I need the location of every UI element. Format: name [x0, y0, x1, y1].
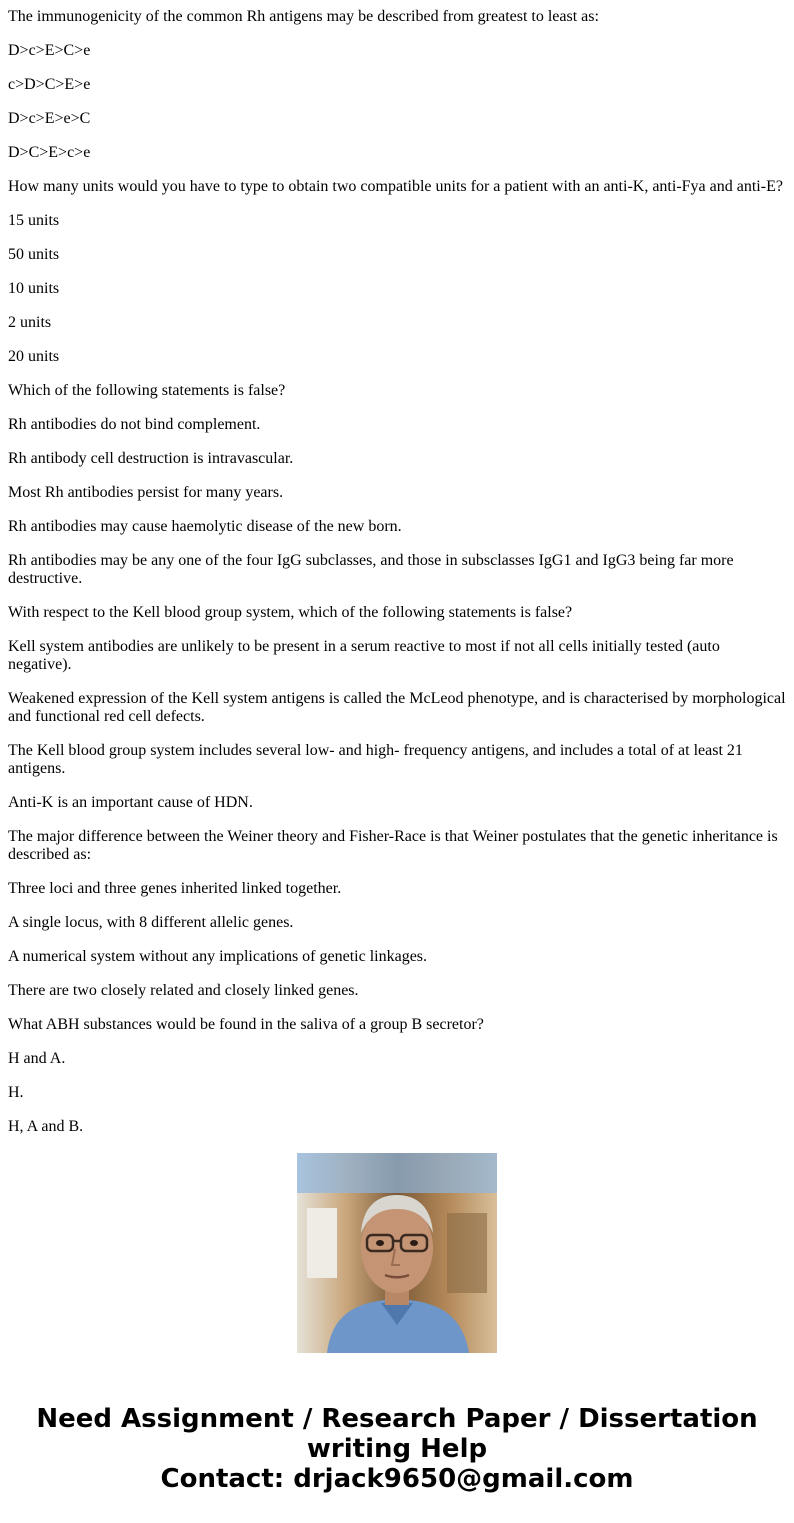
option-text: 10 units — [8, 280, 60, 297]
author-avatar — [297, 1153, 497, 1353]
option-text: Rh antibodies may be any one of the four IgG subclasses, and those in subsclasses IgG1 and IgG3 being far more destructive. — [8, 552, 734, 587]
option-text: Most Rh antibodies persist for many years. — [8, 484, 284, 501]
option-text: H, A and B. — [8, 1118, 84, 1135]
option-text: D>C>E>c>e — [8, 144, 91, 161]
question-3: Which of the following statements is false? — [8, 382, 286, 399]
question-4: With respect to the Kell blood group system, which of the following statements is false? — [8, 604, 573, 621]
option-text: 2 units — [8, 314, 52, 331]
banner-subheadline: writing Help — [306, 1434, 488, 1464]
option-text: D>c>E>e>C — [8, 110, 91, 127]
option-text: Rh antibodies may cause haemolytic disease of the new born. — [8, 518, 402, 535]
option-text: H. — [8, 1084, 24, 1101]
option-text: Kell system antibodies are unlikely to be present in a serum reactive to most if not all cells initially tested (auto negative). — [8, 638, 720, 673]
question-5: The major difference between the Weiner theory and Fisher-Race is that Weiner postulates that the genetic inheritance is described as: — [8, 828, 778, 863]
option-text: c>D>C>E>e — [8, 76, 91, 93]
option-text: 15 units — [8, 212, 60, 229]
author-portrait-image — [297, 1153, 497, 1353]
question-6: What ABH substances would be found in the saliva of a group B secretor? — [8, 1016, 484, 1033]
option-text: Rh antibodies do not bind complement. — [8, 416, 261, 433]
option-text: Weakened expression of the Kell system antigens is called the McLeod phenotype, and is characterised by morphological and functional red cell defects. — [8, 690, 786, 725]
question-1: The immunogenicity of the common Rh antigens may be described from greatest to least as: — [8, 8, 599, 25]
banner-headline: Need Assignment / Research Paper / Dissertation — [36, 1404, 758, 1434]
option-text: A numerical system without any implications of genetic linkages. — [8, 948, 428, 965]
option-text: Rh antibody cell destruction is intravascular. — [8, 450, 294, 467]
option-text: Three loci and three genes inherited linked together. — [8, 880, 342, 897]
contact-banner — [0, 1404, 794, 1494]
question-text-area — [8, 0, 786, 1135]
option-text: 50 units — [8, 246, 60, 263]
option-text: A single locus, with 8 different allelic genes. — [8, 914, 294, 931]
banner-contact-email: Contact: drjack9650@gmail.com — [160, 1464, 634, 1494]
option-text: H and A. — [8, 1050, 66, 1067]
option-text: Anti-K is an important cause of HDN. — [8, 794, 253, 811]
option-text: The Kell blood group system includes several low- and high- frequency antigens, and includes a total of at least 21 antigens. — [8, 742, 743, 777]
option-text: D>c>E>C>e — [8, 42, 91, 59]
question-2: How many units would you have to type to obtain two compatible units for a patient with an anti-K, anti-Fya and anti-E? — [8, 178, 783, 195]
option-text: 20 units — [8, 348, 60, 365]
option-text: There are two closely related and closely linked genes. — [8, 982, 359, 999]
